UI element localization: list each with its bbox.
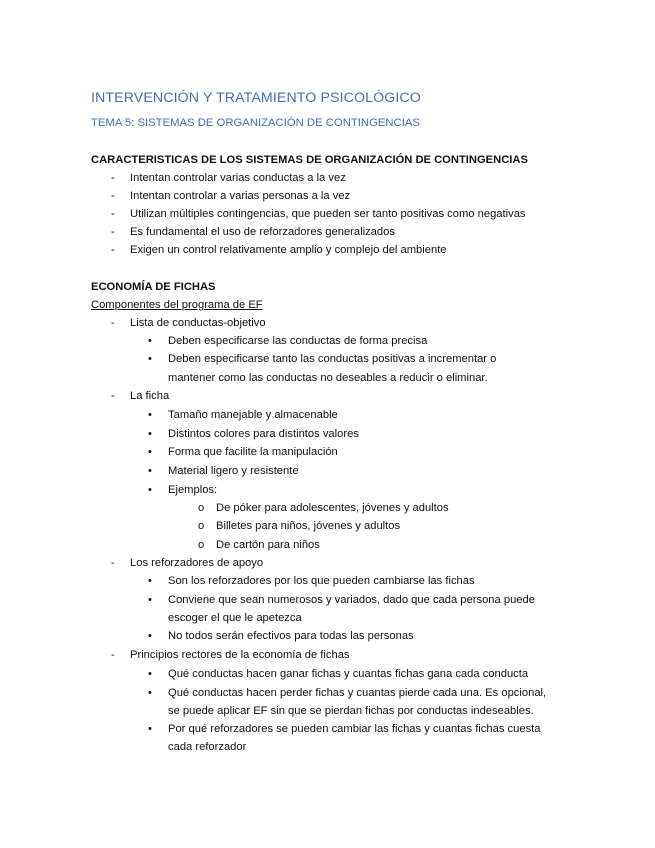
characteristic-item: Intentan controlar a varias personas a la vez bbox=[130, 190, 351, 202]
list-item: Deben especificarse las conductas de forma precisa bbox=[168, 335, 428, 347]
bullet-marker: • bbox=[148, 353, 152, 365]
dash-marker: - bbox=[111, 226, 115, 238]
circle-marker: o bbox=[198, 539, 205, 551]
characteristic-item: Es fundamental el uso de reforzadores generalizados bbox=[130, 226, 395, 238]
list-item: No todos serán efectivos para todas las personas bbox=[168, 630, 414, 642]
list-item: Distintos colores para distintos valores bbox=[168, 428, 359, 440]
bullet-marker: • bbox=[148, 409, 152, 421]
bullet-marker: • bbox=[148, 335, 152, 347]
list-item: Forma que facilite la manipulación bbox=[168, 446, 338, 458]
characteristic-item: Utilizan múltiples contingencias, que pueden ser tanto positivas como negativas bbox=[130, 208, 526, 220]
dash-marker: - bbox=[111, 244, 115, 256]
characteristic-item: Exigen un control relativamente amplio y complejo del ambiente bbox=[130, 244, 447, 256]
dash-marker: - bbox=[111, 390, 115, 402]
list-item: Ejemplos: bbox=[168, 484, 218, 496]
economy-subheading: Componentes del programa de EF bbox=[91, 299, 263, 311]
list-conductas-label: Lista de conductas-objetivo bbox=[130, 317, 266, 329]
list-item: Qué conductas hacen ganar fichas y cuantas fichas gana cada conducta bbox=[168, 668, 529, 680]
list-item: Qué conductas hacen perder fichas y cuantas pierde cada una. Es opcional, bbox=[168, 687, 547, 699]
list-item: Deben especificarse tanto las conductas positivas a incrementar o bbox=[168, 353, 497, 365]
circle-marker: o bbox=[198, 520, 205, 532]
document-title: INTERVENCIÓN Y TRATAMIENTO PSICOLÓGICO bbox=[91, 90, 421, 106]
list-item: Material ligero y resistente bbox=[168, 465, 299, 477]
bullet-marker: • bbox=[148, 575, 152, 587]
bullet-marker: • bbox=[148, 465, 152, 477]
list-item: Tamaño manejable y almacenable bbox=[168, 409, 338, 421]
bullet-marker: • bbox=[148, 446, 152, 458]
example-item: De cartón para niños bbox=[216, 539, 320, 551]
example-item: Billetes para niños, jóvenes y adultos bbox=[216, 520, 401, 532]
list-item-continuation: se puede aplicar EF sin que se pierdan fichas por conductas indeseables. bbox=[168, 705, 534, 717]
dash-marker: - bbox=[111, 557, 115, 569]
circle-marker: o bbox=[198, 502, 205, 514]
list-item: Conviene que sean numerosos y variados, dado que cada persona puede bbox=[168, 594, 535, 606]
bullet-marker: • bbox=[148, 630, 152, 642]
dash-marker: - bbox=[111, 208, 115, 220]
document-subtitle: TEMA 5: SISTEMAS DE ORGANIZACIÓN DE CONTINGENCIAS bbox=[91, 117, 420, 129]
reforzadores-label: Los reforzadores de apoyo bbox=[130, 557, 264, 569]
characteristics-heading: CARACTERISTICAS DE LOS SISTEMAS DE ORGANIZACIÓN DE CONTINGENCIAS bbox=[91, 154, 528, 166]
list-item: Son los reforzadores por los que pueden cambiarse las fichas bbox=[168, 575, 475, 587]
economy-heading: ECONOMÍA DE FICHAS bbox=[91, 281, 216, 293]
list-item-continuation: escoger el que le apetezca bbox=[168, 612, 302, 624]
ficha-label: La ficha bbox=[130, 390, 170, 402]
bullet-marker: • bbox=[148, 723, 152, 735]
dash-marker: - bbox=[111, 190, 115, 202]
bullet-marker: • bbox=[148, 484, 152, 496]
characteristic-item: Intentan controlar varias conductas a la vez bbox=[130, 172, 346, 184]
list-item-continuation: mantener como las conductas no deseables a reducir o eliminar. bbox=[168, 372, 488, 384]
dash-marker: - bbox=[111, 649, 115, 661]
bullet-marker: • bbox=[148, 594, 152, 606]
dash-marker: - bbox=[111, 172, 115, 184]
example-item: De póker para adolescentes, jóvenes y adultos bbox=[216, 502, 449, 514]
dash-marker: - bbox=[111, 317, 115, 329]
list-item: Por qué reforzadores se pueden cambiar las fichas y cuantas fichas cuesta bbox=[168, 723, 541, 735]
bullet-marker: • bbox=[148, 428, 152, 440]
bullet-marker: • bbox=[148, 668, 152, 680]
list-item-continuation: cada reforzador bbox=[168, 741, 247, 753]
bullet-marker: • bbox=[148, 687, 152, 699]
principios-label: Principios rectores de la economía de fichas bbox=[130, 649, 350, 661]
